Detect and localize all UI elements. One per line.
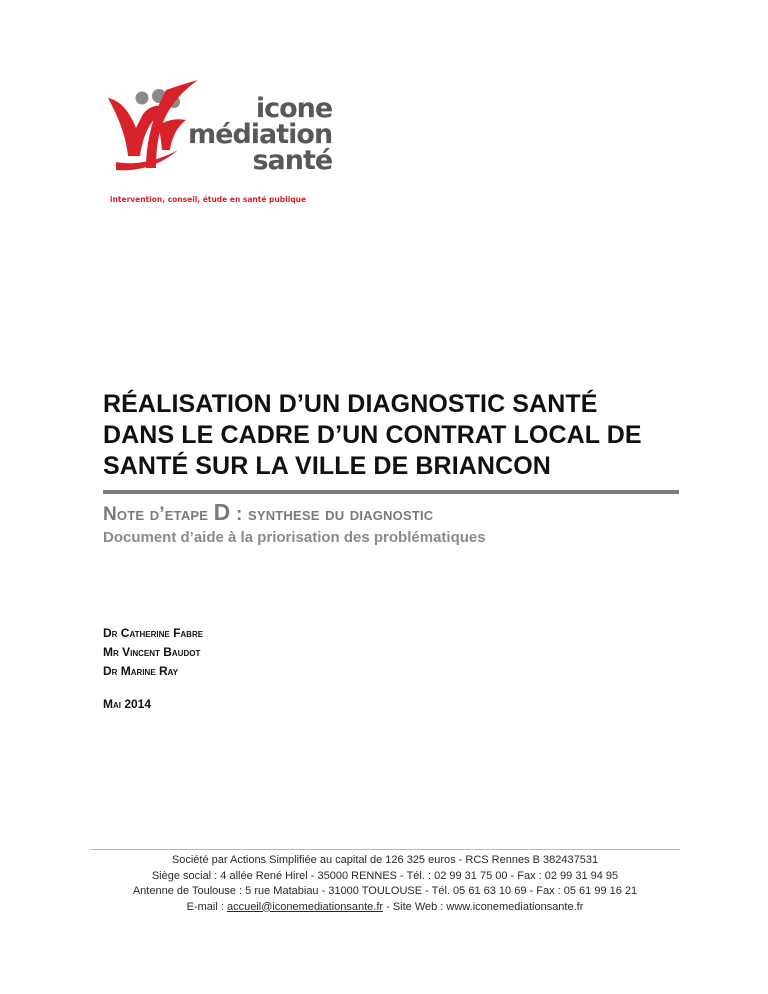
subtitle-suffix: : synthese du diagnostic [230, 504, 434, 525]
footer-toulouse-office: Antenne de Toulouse : 5 rue Matabiau - 31000 TOULOUSE - Tél. 05 61 63 10 69 - Fax : 05 61 99 16 21 [132, 885, 638, 897]
subtitle-letter: D [213, 499, 231, 525]
subtitle-prefix: Note d’etape [103, 504, 214, 525]
document-title: RÉALISATION D’UN DIAGNOSTIC SANTÉ DANS LE CADRE D’UN CONTRAT LOCAL DE SANTÉ SUR LA VILLE DE BRIANCON [103, 390, 642, 480]
logo-tagline: intervention, conseil, étude en santé publique [110, 195, 307, 204]
footer-website: - Site Web : www.iconemediationsante.fr [383, 900, 584, 913]
logo-line-mediation: médiation [188, 119, 333, 150]
footer-email-label: E-mail : [186, 900, 227, 913]
authors-list [103, 624, 203, 681]
logo-line-icone: icone [255, 93, 333, 124]
title-divider [103, 490, 679, 494]
company-logo [106, 72, 333, 212]
author-name: Mr Vincent Baudot [103, 645, 201, 659]
author-name: Dr Catherine Fabre [103, 626, 204, 640]
email-link[interactable]: accueil@iconemediationsante.fr [226, 900, 384, 913]
document-subtitle [103, 499, 433, 526]
footer-head-office: Siège social : 4 allée René Hirel - 35000 RENNES - Tél. : 02 99 31 75 00 - Fax : 02 99 31 94 95 [151, 869, 619, 882]
logo-wordmark [188, 93, 333, 176]
author-name: Dr Marine Ray [103, 664, 179, 678]
document-caption: Document d’aide à la priorisation des problématiques [103, 529, 486, 546]
logo-line-sante: santé [252, 145, 333, 176]
company-footer [90, 853, 680, 915]
footer-contact [90, 900, 680, 916]
footer-legal: Société par Actions Simplifiée au capital de 126 325 euros - RCS Rennes B 382437531 [171, 854, 599, 866]
footer-divider [90, 849, 680, 850]
document-date: Mai 2014 [103, 697, 152, 711]
